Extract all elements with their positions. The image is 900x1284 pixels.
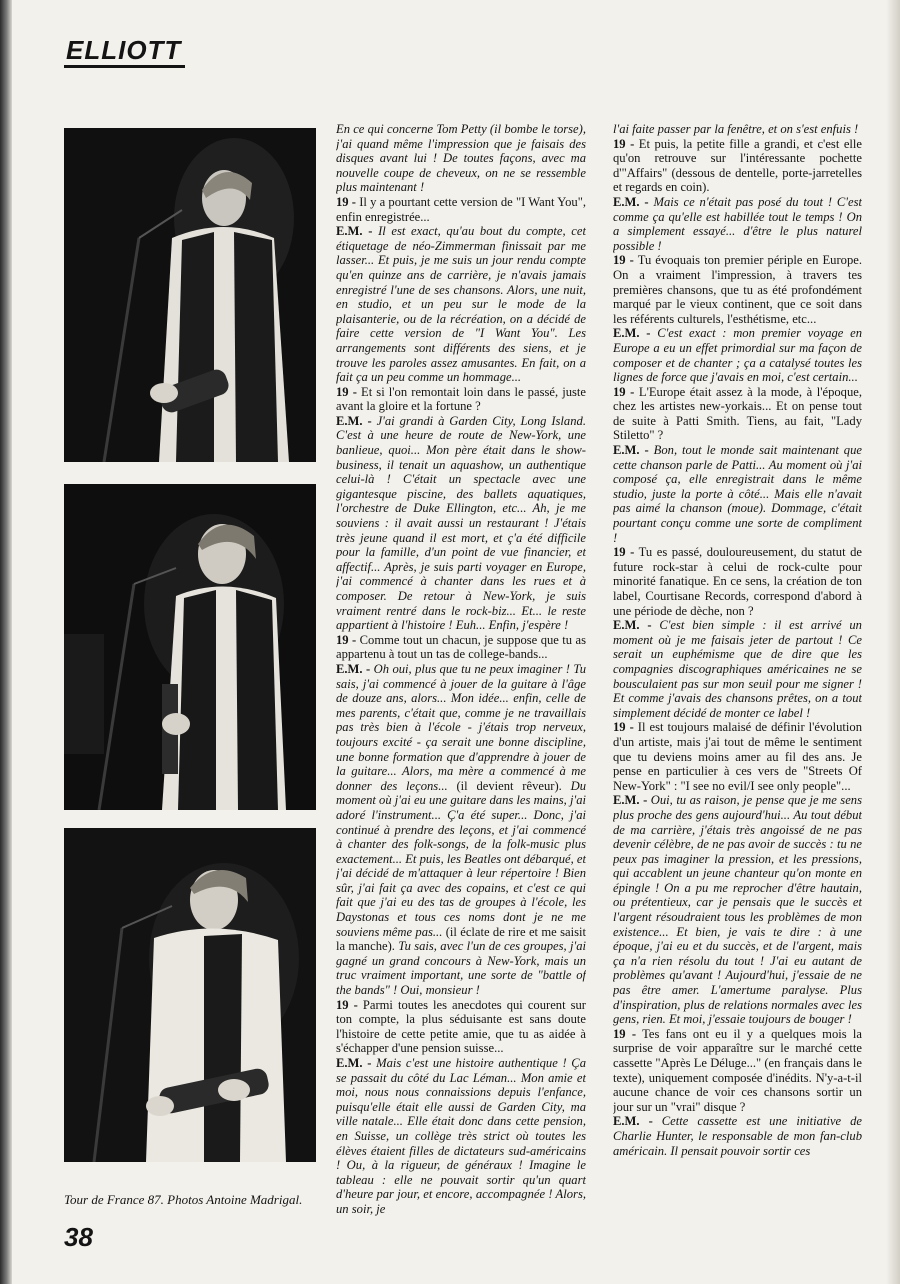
question-speaker: 19 - (613, 545, 635, 560)
answer-speaker: E.M. - (613, 793, 648, 808)
answer-speaker: E.M. - (613, 443, 649, 458)
question-text: Comme tout un chacun, je suppose que tu as appartenu à tout un tas de college-bands... (336, 632, 586, 662)
photo-2-image (64, 484, 316, 810)
interview-paragraph (336, 224, 586, 385)
question-speaker: 19 - (336, 997, 358, 1012)
interview-paragraph (613, 253, 862, 326)
interview-paragraph (613, 618, 862, 720)
answer-text: J'ai grandi à Garden City, Long Island. C'est à une heure de route de New-York, une banlieue, quoi... Mon père était dans le show-business, il tenait un aquashow, un authentique celui-là ! C'était un spectacle avec une gigantesque piscine, des ballets aquatiques, l'orchestre de Duke Ellington, etc... Ah, je me souviens : il avait aussi un restaurant ! J'étais très jeune quand il est mort, et ç'a été difficile pour la famille, d'un point de vue financier, et affectif... Après, je suis parti voyager en Europe, j'ai commencé à chanter dans les rues et à composer. De retour à New-York, je suis vraiment rentré dans le rock-biz... Et... le reste appartient à l'histoire ! Euh... Enfin, j'espère ! (336, 413, 586, 633)
interview-paragraph (336, 414, 586, 633)
answer-speaker: E.M. - (336, 224, 373, 239)
answer-speaker: E.M. - (336, 661, 371, 676)
concert-photo-2 (64, 484, 316, 810)
answer-text: Du moment où j'ai eu une guitare dans les mains, j'ai adoré l'instrument... Ç'a été super... Donc, j'ai continué à prendre des leçons, et j'ai commencé à chanter des folk-songs, de la folk-music plus exactement... Et puis, les Beatles ont débarqué, et j'ai décidé de m'attaquer à leur répertoire ! Bien sûr, j'ai fait ça avec des copains, et c'est ce qui fait que j'ai eu des tas de groupes à l'école, les Daystonas et tous ces noms dont je ne me souviens même pas... (336, 778, 586, 939)
page-binding-shadow (0, 0, 12, 1284)
interview-paragraph (613, 443, 862, 545)
answer-text: Tu sais, avec l'un de ces groupes, j'ai gagné un grand concours à New-York, mais un truc vraiment important, une sorte de "battle of the bands" ! Oui, monsieur ! (336, 939, 586, 998)
answer-text: Oh oui, plus que tu ne peux imaginer ! Tu sais, j'ai commencé à jouer de la guitare à l'âge de douze ans, alors... Mon idée... enfin, celle de mes parents, c'était que, comme je ne travaillais pas très bien à l'école - j'étais trop nerveux, toujours excité - ça serait une bonne discipline, une bonne formation que d'apprendre à jouer de la guitare... Alors, ma mère a commencé à me donner des leçons... (336, 661, 586, 793)
answer-text: Mais c'est une histoire authentique ! Ça se passait du côté du Lac Léman... Mon amie et moi, nous nous connaissions depuis l'enfance, puisqu'elle était elle aussi de Garden City, ma ville natale... Elle était donc dans cette pension, en Suisse, un collège très strict où toutes les élèves étaient filles de dictateurs sud-américains ! Ou, à la rigueur, de généraux ! Imagine le tableau : elle ne pouvait sortir qu'un quart d'heure par jour, et encore, accompagnée ! Alors, un soir, je (336, 1056, 586, 1216)
interview-paragraph (613, 122, 862, 137)
interview-paragraph (336, 385, 586, 414)
interview-paragraph (613, 720, 862, 793)
stage-note: (il devient rêveur). (456, 778, 562, 793)
question-speaker: 19 - (613, 1026, 637, 1041)
article-column-middle (336, 122, 586, 1222)
interview-paragraph (336, 633, 586, 662)
answer-text: l'ai faite passer par la fenêtre, et on s'est enfuis ! (613, 122, 859, 136)
answer-text: Mais ce n'était pas posé du tout ! C'est comme ça qu'elle est habillée tout le temps ! On a simplement essayé... d'être le plus naturel possible ! (613, 194, 862, 253)
interview-paragraph (336, 662, 586, 998)
answer-speaker: E.M. - (613, 326, 651, 341)
page-number: 38 (64, 1222, 93, 1252)
question-text: Il y a pourtant cette version de "I Want You", enfin enregistrée... (336, 194, 586, 224)
question-text: Tu es passé, douloureusement, du statut de future rock-star à celui de rock-culte pour minorité fanatique. En ce sens, la création de ton label, Courtisane Records, correspond d'abord à une période de dèche, non ? (613, 545, 862, 618)
answer-text: C'est exact : mon premier voyage en Europe a eu un effet primordial sur ma façon de composer et de chanter ; ça a catalysé toutes les lignes de force que j'avais en moi, c'est certain... (613, 326, 862, 385)
answer-text: Cette cassette est une initiative de Charlie Hunter, le responsable de mon fan-club américain. Il pensait pouvoir sortir ces (613, 1114, 862, 1158)
interview-paragraph (336, 998, 586, 1056)
interview-paragraph (336, 122, 586, 195)
photo-1-image (64, 128, 316, 462)
question-text: Il est toujours malaisé de définir l'évolution d'un artiste, mais j'ai tout de même le sentiment que tu deviens moins amer au fil des ans. Je pense en particulier à ces vers de "Streets Of New-York" : "I see no evil/I see only people"... (613, 720, 862, 793)
article-column-right (613, 122, 862, 1222)
answer-text: C'est bien simple : il est arrivé un moment où je me faisais jeter de partout ! Ce serait un euphémisme que de dire que les compagnies discographiques américaines ne se bousculaient pas sur mon seuil pour me signer ! Et comme j'avais des chansons prêtes, on a tout simplement décidé de monter ce label ! (613, 618, 862, 720)
answer-text: Oui, tu as raison, je pense que je me sens plus proche des gens aujourd'hui... Au tout début de ma carrière, j'étais très angoissé de ne pas devenir célèbre, de ne pas avoir de succès : tu ne peux pas imaginer la pression, et les pressions, qui accablent un jeune chanteur qu'on monte en épingle ! On a pu me reprocher d'être hautain, ou prétentieux, car je pensais que le succès et l'argent résoudraient tous les problèmes de mon existence... Et bien, je vais te dire : à une époque, j'ai eu et du succès, et de l'argent, mais ça n'a rien résolu du tout ! J'ai eu autant de problèmes qu'avant ! Aujourd'hui, j'essaie de ne pas être amer. L'amertume paralyse. Plus d'inspiration, plus de relations normales avec les gens, rien. Et moi, j'essaie toujours de bouger ! (613, 793, 862, 1027)
question-text: Tu évoquais ton premier périple en Europe. On a vraiment l'impression, à travers tes premières chansons, que tu as été profondément marqué par le vieux continent, que ce soit dans les référents culturels, l'esthétisme, etc... (613, 253, 862, 326)
question-speaker: 19 - (336, 384, 357, 399)
answer-speaker: E.M. - (613, 618, 652, 633)
interview-paragraph (613, 1027, 862, 1115)
answer-text: Il est exact, qu'au bout du compte, cet étiquetage de néo-Zimmerman finissait par me lasser... Et puis, je me suis un jour rendu compte qu'en quinze ans de carrière, je n'avais jamais enregistré l'une de ses chansons. Alors, une nuit, en studio, et un peu sur le mode de la plaisanterie, ou de la récréation, on a décidé de faire cette version de "I Want You". Les arrangements sont différents des siens, et je trouve les paroles assez amusantes. En fait, on a fait ça un peu comme un hommage... (336, 224, 586, 385)
interview-paragraph (613, 793, 862, 1027)
concert-photo-1 (64, 128, 316, 462)
question-speaker: 19 - (336, 632, 357, 647)
answer-text: En ce qui concerne Tom Petty (il bombe le torse), j'ai quand même l'impression que je faisais des disques avant lui ! De toutes façons, avec ma nouvelle coupe de cheveux, on ne se ressemble plus maintenant ! (336, 122, 586, 195)
interview-paragraph (336, 1056, 586, 1217)
interview-paragraph (613, 545, 862, 618)
question-speaker: 19 - (613, 720, 634, 735)
page-edge-shadow (886, 0, 900, 1284)
answer-speaker: E.M. - (613, 194, 649, 209)
interview-paragraph (613, 137, 862, 195)
question-text: Tes fans ont eu il y a quelques mois la surprise de voir apparaître sur le marché cette cassette "Après Le Déluge..." (en français dans le texte), uniquement composée d'inédits. N'y-a-t-il aucune chance de voir ces chansons sortir un jour sur un "vrai" disque ? (613, 1026, 862, 1114)
interview-paragraph (613, 326, 862, 384)
answer-speaker: E.M. - (613, 1114, 653, 1129)
stage-note: (il éclate de rire et me saisit la manche). (336, 924, 586, 954)
answer-speaker: E.M. - (336, 1056, 372, 1070)
answer-speaker: E.M. - (336, 413, 372, 428)
question-speaker: 19 - (613, 136, 635, 151)
question-text: Et puis, la petite fille a grandi, et c'est elle qu'on retrouve sur l'intéressante pochette d'"Affairs" (dessous de dentelle, porte-jarretelles et regards en coin). (613, 136, 862, 195)
question-speaker: 19 - (613, 253, 634, 268)
interview-paragraph (336, 195, 586, 224)
interview-paragraph (613, 195, 862, 253)
photo-caption: Tour de France 87. Photos Antoine Madrigal. (64, 1192, 303, 1207)
interview-paragraph (613, 385, 862, 443)
question-speaker: 19 - (613, 384, 635, 399)
answer-text: Bon, tout le monde sait maintenant que cette chanson parle de Patti... Au moment où j'ai composé ça, elle enregistrait dans le même studio, juste la porte à côté... Mais elle n'avait pas aimé la chanson (moue). Dommage, c'était pourtant conçu comme une sorte de compliment ! (613, 443, 862, 545)
photo-3-image (64, 828, 316, 1162)
question-text: L'Europe était assez à la mode, à l'époque, chez les artistes new-yorkais... Et on pense tout de suite à Patti Smith. Tiens, au fait, "Lady Stiletto" ? (613, 384, 862, 443)
question-speaker: 19 - (336, 194, 356, 209)
question-text: Parmi toutes les anecdotes qui courent sur ton compte, la plus séduisante est sans doute l'histoire de cette petite amie, que tu as aidée à s'échapper d'une pension suisse... (336, 997, 586, 1056)
page-header: ELLIOTT (64, 36, 185, 68)
interview-paragraph (613, 1114, 862, 1158)
question-text: Et si l'on remontait loin dans le passé, juste avant la gloire et la fortune ? (336, 384, 586, 414)
concert-photo-3 (64, 828, 316, 1162)
